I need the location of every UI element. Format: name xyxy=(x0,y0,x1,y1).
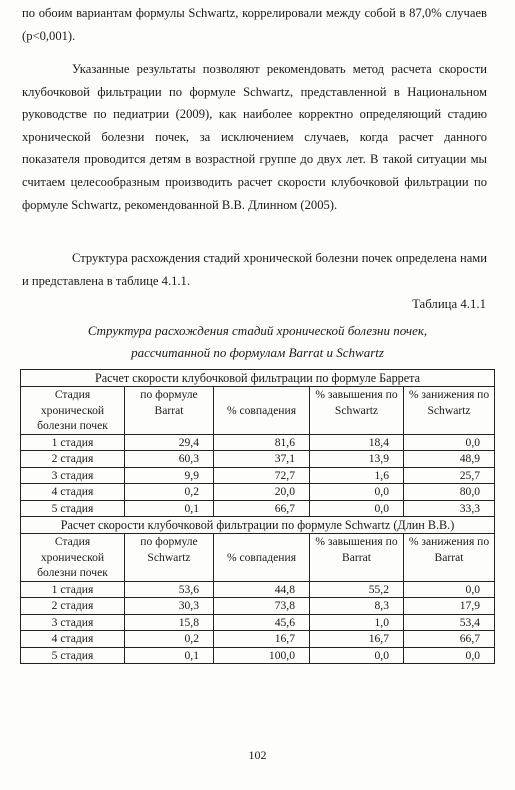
header-over: % завышения по Schwartz xyxy=(310,387,404,435)
cell-stage: 5 стадия xyxy=(21,647,125,664)
cell-value: 0,0 xyxy=(404,581,495,598)
table-header-row xyxy=(21,387,495,435)
cell-value: 55,2 xyxy=(310,581,404,598)
cell-value: 73,8 xyxy=(214,598,310,615)
cell-value: 17,9 xyxy=(404,598,495,615)
header-formula: по формуле Schwartz xyxy=(125,534,214,582)
cell-value: 30,3 xyxy=(125,598,214,615)
table-title xyxy=(0,320,515,364)
cell-value: 16,7 xyxy=(214,631,310,648)
cell-value: 0,0 xyxy=(310,647,404,664)
table-title-line-1: Структура расхождения стадий хронической болезни почек, xyxy=(87,323,428,338)
cell-value: 44,8 xyxy=(214,581,310,598)
table-row xyxy=(21,500,495,517)
cell-value: 8,3 xyxy=(310,598,404,615)
cell-value: 0,0 xyxy=(404,647,495,664)
cell-value: 45,6 xyxy=(214,614,310,631)
cell-value: 0,0 xyxy=(310,484,404,501)
cell-value: 18,4 xyxy=(310,434,404,451)
cell-value: 37,1 xyxy=(214,451,310,468)
table-row xyxy=(21,451,495,468)
header-stage: Стадия хронической болезни почек xyxy=(21,534,125,582)
header-formula: по формуле Barrat xyxy=(125,387,214,435)
cell-value: 33,3 xyxy=(404,500,495,517)
header-match: % совпадения xyxy=(214,387,310,435)
cell-value: 15,8 xyxy=(125,614,214,631)
cell-value: 0,2 xyxy=(125,631,214,648)
cell-value: 1,0 xyxy=(310,614,404,631)
cell-value: 48,9 xyxy=(404,451,495,468)
cell-value: 81,6 xyxy=(214,434,310,451)
cell-value: 13,9 xyxy=(310,451,404,468)
paragraph-table-intro: Структура расхождения стадий хронической болезни почек определена нами и представлена в таблице 4.1.1. xyxy=(22,251,487,288)
cell-stage: 4 стадия xyxy=(21,484,125,501)
section-title: Расчет скорости клубочковой фильтрации по формуле Баррета xyxy=(21,370,495,387)
cell-value: 1,6 xyxy=(310,467,404,484)
cell-value: 0,0 xyxy=(310,500,404,517)
table-title-line-2: рассчитанной по формулам Barrat и Schwartz xyxy=(131,345,384,360)
cell-value: 66,7 xyxy=(404,631,495,648)
cell-value: 80,0 xyxy=(404,484,495,501)
cell-value: 53,6 xyxy=(125,581,214,598)
cell-value: 20,0 xyxy=(214,484,310,501)
cell-value: 100,0 xyxy=(214,647,310,664)
table-label: Таблица 4.1.1 xyxy=(412,297,486,311)
table-row xyxy=(21,647,495,664)
cell-value: 0,0 xyxy=(404,434,495,451)
table-row xyxy=(21,467,495,484)
page-number: 102 xyxy=(248,748,267,762)
cell-value: 0,1 xyxy=(125,647,214,664)
cell-value: 0,2 xyxy=(125,484,214,501)
paragraph-continuation: по обоим вариантам формулы Schwartz, коррелировали между собой в 87,0% случаев (p<0,001). xyxy=(22,6,487,43)
cell-stage: 1 стадия xyxy=(21,434,125,451)
cell-stage: 4 стадия xyxy=(21,631,125,648)
cell-value: 29,4 xyxy=(125,434,214,451)
cell-stage: 1 стадия xyxy=(21,581,125,598)
table-row xyxy=(21,631,495,648)
cell-value: 16,7 xyxy=(310,631,404,648)
header-under: % занижения по Barrat xyxy=(404,534,495,582)
table-row xyxy=(21,581,495,598)
section-title: Расчет скорости клубочковой фильтрации по формуле Schwartz (Длин В.В.) xyxy=(21,517,495,534)
table-section-title-row xyxy=(21,517,495,534)
table-row xyxy=(21,598,495,615)
cell-value: 0,1 xyxy=(125,500,214,517)
table-header-row xyxy=(21,534,495,582)
data-table xyxy=(20,369,495,664)
cell-stage: 5 стадия xyxy=(21,500,125,517)
table-section-title-row xyxy=(21,370,495,387)
header-under: % занижения по Schwartz xyxy=(404,387,495,435)
cell-stage: 3 стадия xyxy=(21,614,125,631)
header-match: % совпадения xyxy=(214,534,310,582)
table-row xyxy=(21,614,495,631)
cell-stage: 3 стадия xyxy=(21,467,125,484)
cell-value: 72,7 xyxy=(214,467,310,484)
header-over: % завышения по Barrat xyxy=(310,534,404,582)
table-row xyxy=(21,434,495,451)
cell-value: 9,9 xyxy=(125,467,214,484)
table-row xyxy=(21,484,495,501)
cell-value: 60,3 xyxy=(125,451,214,468)
paragraph-recommendation: Указанные результаты позволяют рекомендовать метод расчета скорости клубочковой фильтрации по формуле Schwartz, представленной в Национальном руководстве по педиатрии (2009), как наиболее корректно определяющий стадию хронической болезни почек, за исключением случаев, когда расчет данного показателя проводится детям в возрастной группе до двух лет. В такой ситуации мы считаем целесообразным производить расчет скорости клубочковой фильтрации по формуле Schwartz, рекомендованной В.В. Длинном (2005). xyxy=(22,62,487,212)
cell-stage: 2 стадия xyxy=(21,451,125,468)
header-stage: Стадия хронической болезни почек xyxy=(21,387,125,435)
cell-value: 66,7 xyxy=(214,500,310,517)
cell-stage: 2 стадия xyxy=(21,598,125,615)
cell-value: 25,7 xyxy=(404,467,495,484)
cell-value: 53,4 xyxy=(404,614,495,631)
